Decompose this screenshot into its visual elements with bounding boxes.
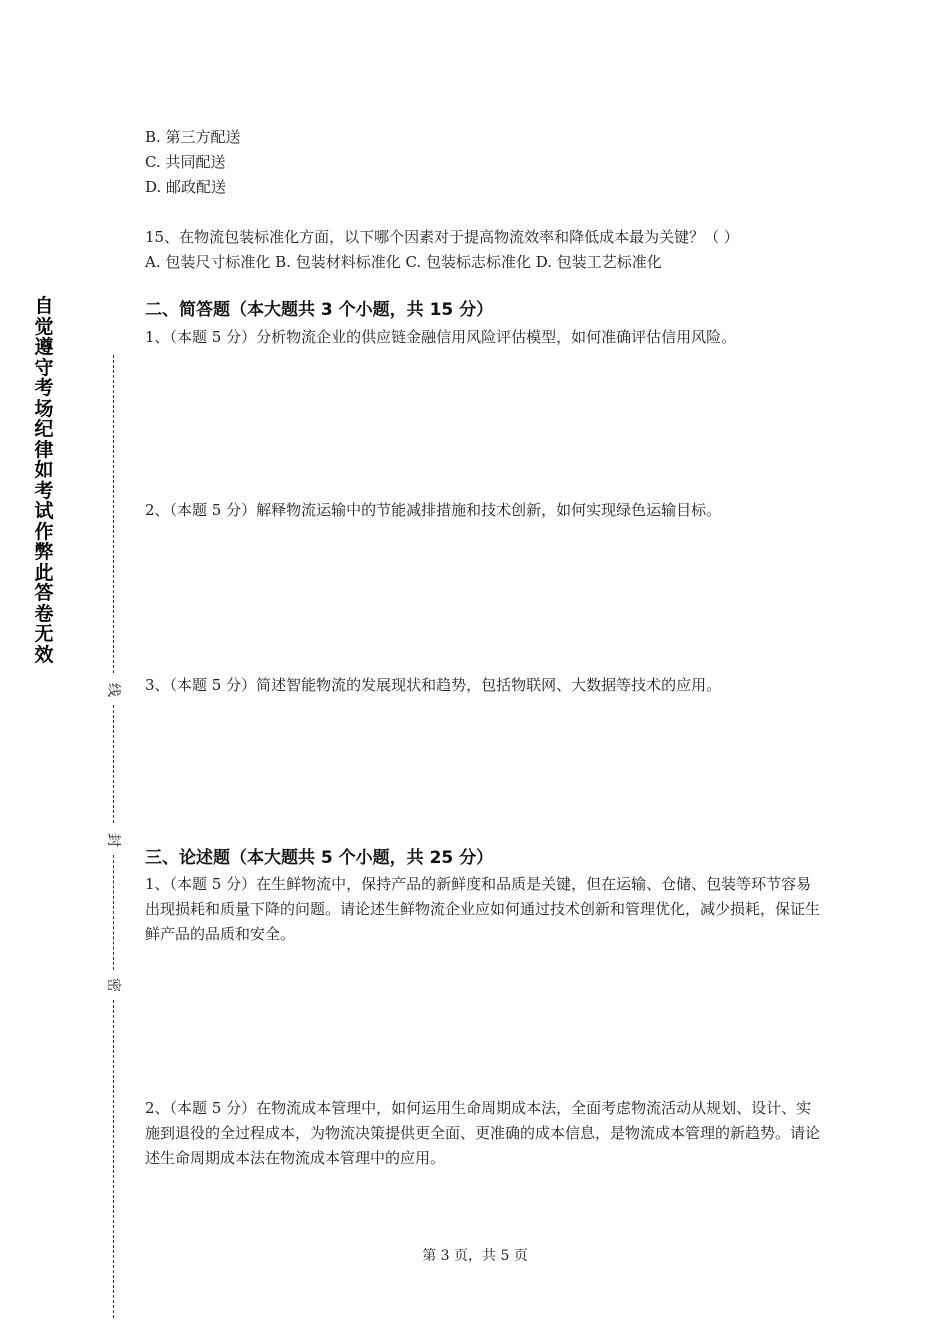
binding-label-line: 线 — [105, 683, 121, 697]
section-2-question-1: 1、（本题 5 分）分析物流企业的供应链金融信用风险评估模型，如何准确评估信用风险。 — [145, 328, 737, 346]
question-15-stem: 15、在物流包装标准化方面，以下哪个因素对于提高物流效率和降低成本最为关键？（ ） — [145, 228, 739, 246]
page-number: 第 3 页，共 5 页 — [422, 1248, 528, 1264]
section-3-question-2: 2、（本题 5 分）在物流成本管理中，如何运用生命周期成本法，全面考虑物流活动从规划、设计、实施到退役的全过程成本，为物流决策提供更全面、更准确的成本信息，是物流成本管理的新趋势。请论述生命周期成本法在物流成本管理中的应用。 — [145, 1099, 821, 1167]
option-c: C. 共同配送 — [145, 153, 226, 171]
discipline-notice: 自觉遵守考场纪律如考试作弊此答卷无效 — [34, 295, 54, 666]
section-2-question-2: 2、（本题 5 分）解释物流运输中的节能减排措施和技术创新，如何实现绿色运输目标。 — [145, 501, 722, 519]
section-3-title: 三、论述题（本大题共 5 个小题，共 25 分） — [145, 848, 494, 868]
option-d: D. 邮政配送 — [145, 178, 227, 196]
binding-line-segment-4 — [113, 1000, 114, 1318]
option-b: B. 第三方配送 — [145, 128, 241, 146]
binding-line-segment-1 — [113, 355, 114, 673]
section-3-question-1: 1、（本题 5 分）在生鲜物流中，保持产品的新鲜度和品质是关键，但在运输、仓储、包装等环节容易出现损耗和质量下降的问题。请论述生鲜物流企业应如何通过技术创新和管理优化，减少损耗，保证生鲜产品的品质和安全。 — [145, 875, 821, 943]
question-15-options: A. 包装尺寸标准化 B. 包装材料标准化 C. 包装标志标准化 D. 包装工艺标准化 — [145, 253, 662, 271]
binding-line-segment-2 — [113, 705, 114, 823]
section-2-question-3: 3、（本题 5 分）简述智能物流的发展现状和趋势，包括物联网、大数据等技术的应用。 — [145, 676, 722, 694]
binding-label-secret: 密 — [105, 978, 121, 992]
section-2-title: 二、简答题（本大题共 3 个小题，共 15 分） — [145, 300, 494, 320]
binding-label-seal: 封 — [105, 833, 121, 847]
binding-line-segment-3 — [113, 855, 114, 970]
